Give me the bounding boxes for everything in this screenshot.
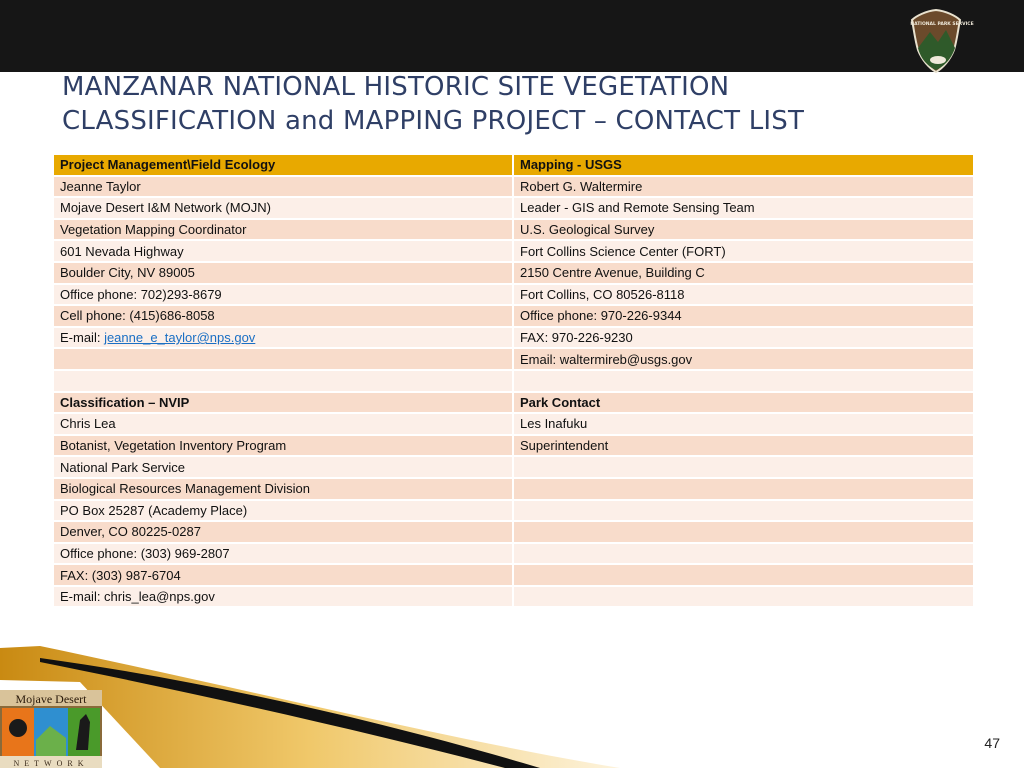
table-row: [53, 348, 974, 370]
nps-arrowhead-logo: [908, 8, 974, 74]
cell-right: Email: waltermireb@usgs.gov: [513, 348, 974, 370]
cell-right: Fort Collins, CO 80526-8118: [513, 284, 974, 306]
cell-right: U.S. Geological Survey: [513, 219, 974, 241]
mojave-desert-network-logo: [0, 690, 102, 768]
nps-logo-text: NATIONAL PARK SERVICE: [910, 22, 974, 27]
cell-right: [513, 370, 974, 392]
table-row: [53, 413, 974, 435]
cell-left: FAX: (303) 987-6704: [53, 564, 513, 586]
slide-title: [62, 70, 962, 138]
cell-left: Mojave Desert I&M Network (MOJN): [53, 197, 513, 219]
table-row: [53, 262, 974, 284]
table-row: [53, 456, 974, 478]
table-row: [53, 327, 974, 349]
cell-right: Fort Collins Science Center (FORT): [513, 240, 974, 262]
table-row: [53, 370, 974, 392]
email-label: E-mail:: [60, 330, 105, 346]
cell-left: Botanist, Vegetation Inventory Program: [53, 435, 513, 457]
table-row: [53, 478, 974, 500]
cell-right: Leader - GIS and Remote Sensing Team: [513, 197, 974, 219]
cell-left: 601 Nevada Highway: [53, 240, 513, 262]
cell-left: Jeanne Taylor: [53, 176, 513, 198]
cell-left: PO Box 25287 (Academy Place): [53, 500, 513, 522]
header-project-management: Project Management\Field Ecology: [53, 154, 513, 176]
cell-left: Cell phone: (415)686-8058: [53, 305, 513, 327]
cell-right: Les Inafuku: [513, 413, 974, 435]
cell-left: E-mail: chris_lea@nps.gov: [53, 586, 513, 608]
title-line-2: CLASSIFICATION and MAPPING PROJECT – CONTACT LIST: [62, 106, 805, 136]
table-row: [53, 586, 974, 608]
cell-right: Robert G. Waltermire: [513, 176, 974, 198]
cell-left: [53, 370, 513, 392]
title-line-1: MANZANAR NATIONAL HISTORIC SITE VEGETATION: [62, 72, 730, 102]
mojn-logo-name: Mojave Desert: [15, 692, 87, 706]
header-park-contact: Park Contact: [513, 392, 974, 414]
table-row: [53, 305, 974, 327]
table-row: [53, 284, 974, 306]
cell-left: Office phone: 702)293-8679: [53, 284, 513, 306]
header-mapping-usgs: Mapping - USGS: [513, 154, 974, 176]
mojn-logo-network: NETWORK: [13, 759, 89, 768]
cell-left: [53, 348, 513, 370]
cell-right: [513, 543, 974, 565]
cell-left: Biological Resources Management Division: [53, 478, 513, 500]
table-row: [53, 197, 974, 219]
table-row: [53, 240, 974, 262]
cell-left: Denver, CO 80225-0287: [53, 521, 513, 543]
table-row: [53, 435, 974, 457]
cell-right: [513, 478, 974, 500]
table-row: [53, 500, 974, 522]
table-row: [53, 564, 974, 586]
cell-left: National Park Service: [53, 456, 513, 478]
table-row: [53, 543, 974, 565]
cell-right: 2150 Centre Avenue, Building C: [513, 262, 974, 284]
cell-right: Office phone: 970-226-9344: [513, 305, 974, 327]
cell-left-email: [53, 327, 513, 349]
table-section-header-row: [53, 392, 974, 414]
top-banner: [0, 0, 1024, 72]
cell-right: [513, 500, 974, 522]
cell-right: FAX: 970-226-9230: [513, 327, 974, 349]
email-link-jeanne-taylor[interactable]: jeanne_e_taylor@nps.gov: [104, 330, 256, 346]
cell-right: [513, 586, 974, 608]
cell-left: Office phone: (303) 969-2807: [53, 543, 513, 565]
cell-right: Superintendent: [513, 435, 974, 457]
cell-right: [513, 564, 974, 586]
cell-left: Vegetation Mapping Coordinator: [53, 219, 513, 241]
table-header-row: [53, 154, 974, 176]
header-classification-nvip: Classification – NVIP: [53, 392, 513, 414]
cell-left: Chris Lea: [53, 413, 513, 435]
cell-left: Boulder City, NV 89005: [53, 262, 513, 284]
decorative-swoosh: [0, 640, 1024, 768]
cell-right: [513, 521, 974, 543]
table-row: [53, 219, 974, 241]
table-row: [53, 521, 974, 543]
page-number: 47: [984, 735, 1000, 751]
contact-table: [52, 153, 975, 608]
table-row: [53, 176, 974, 198]
cell-right: [513, 456, 974, 478]
